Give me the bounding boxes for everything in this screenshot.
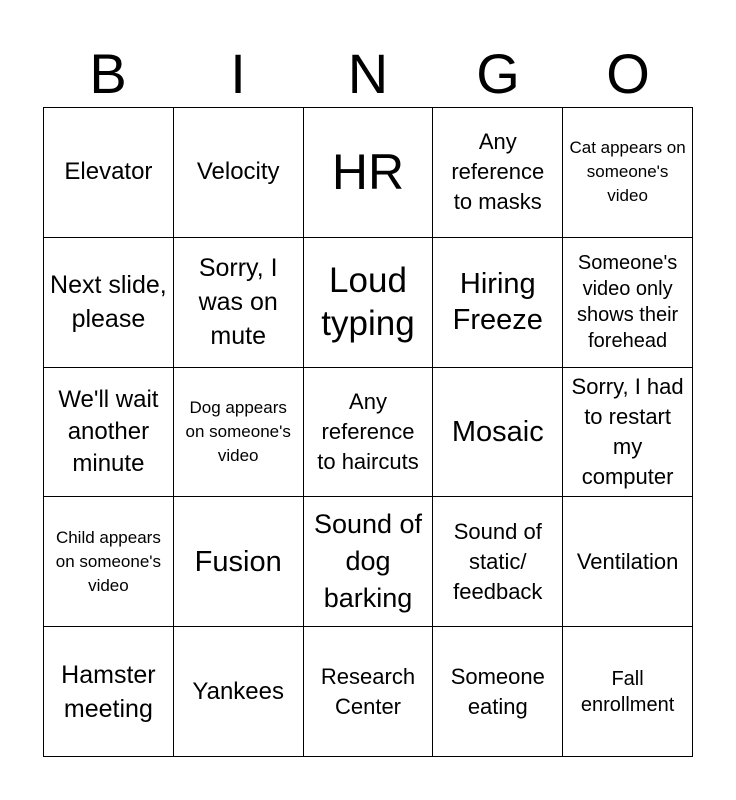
bingo-cell-r1-c4[interactable] (433, 108, 563, 238)
bingo-cell-r5-c4[interactable] (433, 627, 563, 757)
cell-text: HR (331, 144, 405, 201)
cell-text: Mosaic (451, 415, 544, 448)
bingo-cell-r4-c5[interactable] (563, 497, 693, 627)
bingo-cell-r5-c3[interactable] (304, 627, 434, 757)
cell-text: Any reference to haircuts (317, 388, 419, 474)
bingo-cell-r2-c2[interactable] (174, 238, 304, 368)
bingo-cell-r3-c1[interactable] (44, 368, 174, 498)
bingo-cell-r3-c4[interactable] (433, 368, 563, 498)
bingo-cell-r1-c5[interactable] (563, 108, 693, 238)
cell-text: Any reference to masks (451, 129, 545, 215)
header-letter-b: B (89, 42, 127, 105)
bingo-cell-r1-c2[interactable] (174, 108, 304, 238)
cell-text: Yankees (192, 677, 284, 705)
bingo-cell-r2-c1[interactable] (44, 238, 174, 368)
cell-text: Someone eating (450, 663, 545, 719)
bingo-cell-r3-c2[interactable] (174, 368, 304, 498)
cell-text: Elevator (64, 158, 153, 186)
cell-text: Sorry, I had to restart my computer (571, 373, 684, 489)
cell-text: Velocity (196, 158, 280, 186)
cell-text: Sound of static/ feedback (453, 518, 543, 604)
cell-text: Research Center (320, 663, 416, 719)
bingo-cell-r4-c3[interactable] (304, 497, 434, 627)
bingo-cell-r5-c2[interactable] (174, 627, 304, 757)
bingo-cell-r2-c4[interactable] (433, 238, 563, 368)
bingo-cell-r4-c1[interactable] (44, 497, 174, 627)
header-letter-g: G (476, 42, 520, 105)
bingo-cell-r4-c4[interactable] (433, 497, 563, 627)
bingo-cell-r3-c5[interactable] (563, 368, 693, 498)
bingo-cell-r4-c2[interactable] (174, 497, 304, 627)
cell-text: Loud typing (321, 261, 415, 344)
cell-text: Hamster meeting (61, 660, 156, 723)
cell-text: Child appears on someone's video (55, 527, 162, 595)
cell-text: Someone's video only shows their forehead (577, 252, 679, 353)
bingo-cell-r2-c5[interactable] (563, 238, 693, 368)
header-letter-n: N (347, 42, 389, 105)
cell-text: Sorry, I was on mute (198, 254, 278, 351)
cell-text: Fall enrollment (580, 667, 675, 716)
bingo-cell-r1-c3[interactable] (304, 108, 434, 238)
bingo-cell-r1-c1[interactable] (44, 108, 174, 238)
header-letter-i: I (230, 42, 246, 105)
bingo-cell-r3-c3[interactable] (304, 368, 434, 498)
bingo-cell-r5-c5[interactable] (563, 627, 693, 757)
cell-text: Fusion (194, 545, 282, 578)
cell-text: We'll wait another minute (58, 385, 159, 477)
cell-text: Cat appears on someone's video (569, 138, 686, 206)
header-letter-o: O (606, 42, 650, 105)
cell-text: Dog appears on someone's video (185, 397, 291, 465)
cell-text: Ventilation (576, 548, 679, 574)
bingo-cell-r5-c1[interactable] (44, 627, 174, 757)
bingo-cell-r2-c3[interactable] (304, 238, 434, 368)
cell-text: Next slide, please (50, 271, 167, 334)
bingo-grid (43, 107, 693, 757)
cell-text: Sound of dog barking (313, 509, 423, 614)
cell-text: Hiring Freeze (452, 268, 543, 337)
bingo-header (43, 40, 693, 108)
